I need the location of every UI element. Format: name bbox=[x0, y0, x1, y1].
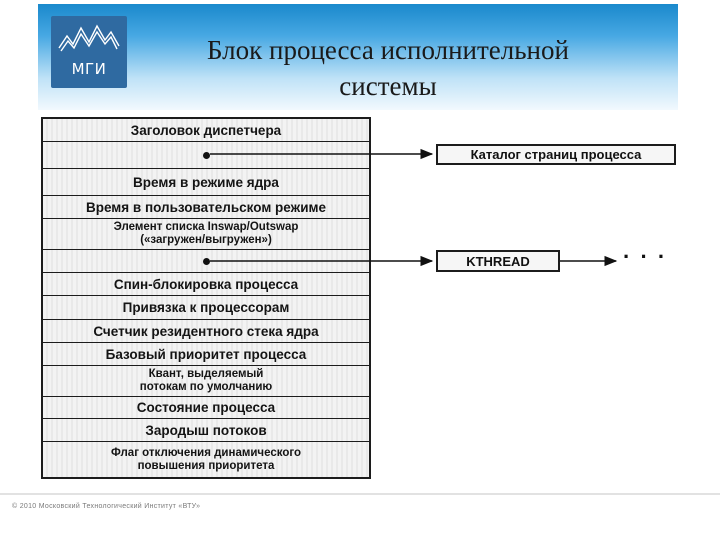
kthread-box bbox=[436, 250, 560, 272]
kthread-label: KTHREAD bbox=[466, 253, 530, 269]
title-line-1: Блок процесса исполнительной bbox=[207, 35, 569, 65]
field-label: Состояние процесса bbox=[136, 400, 276, 415]
field-label-line-2: потокам по умолчанию bbox=[139, 381, 273, 393]
field-label-line-1: Элемент списка Inswap/Outswap bbox=[113, 221, 299, 233]
field-label: Базовый приоритет процесса bbox=[105, 346, 307, 362]
field-label: Время в пользовательском режиме bbox=[85, 199, 326, 215]
field-label: Зародыш потоков bbox=[145, 422, 267, 438]
field-label: Заголовок диспетчера bbox=[130, 122, 282, 138]
footer-divider bbox=[0, 493, 720, 495]
field-label: Спин-блокировка процесса bbox=[113, 276, 299, 292]
logo-text: МГИ bbox=[71, 60, 107, 78]
field-label: Время в режиме ядра bbox=[133, 174, 279, 190]
title-line-2: системы bbox=[339, 71, 437, 101]
field-label-line-2: повышения приоритета bbox=[137, 459, 275, 472]
field-label-line-1: Флаг отключения динамического bbox=[110, 446, 302, 459]
field-label-line-2: («загружен/выгружен») bbox=[140, 234, 272, 246]
field-label-line-1: Квант, выделяемый bbox=[148, 368, 264, 380]
page-directory-box bbox=[436, 144, 676, 165]
field-label: Счетчик резидентного стека ядра bbox=[93, 323, 319, 339]
field-label: Привязка к процессорам bbox=[122, 300, 290, 315]
continuation-ellipsis: · · · bbox=[623, 244, 668, 269]
footer-copyright: © 2010 Московский Технологический Институт «ВТУ» bbox=[12, 503, 201, 510]
page-directory-label: Каталог страниц процесса bbox=[470, 147, 642, 162]
